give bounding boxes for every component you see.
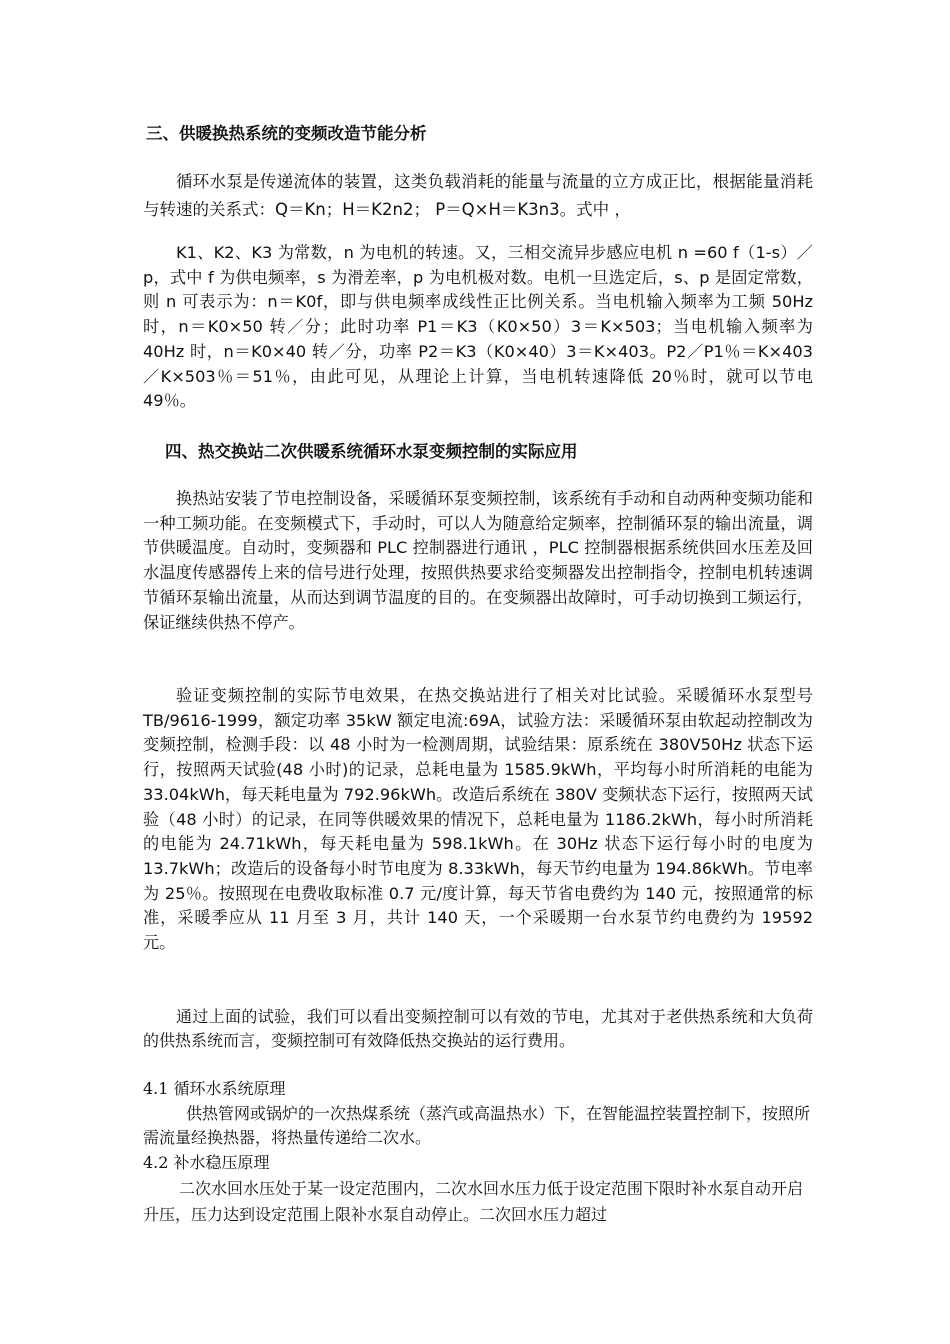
heading-section-4-1: 4.1 循环水系统原理 [143,1079,286,1098]
paragraph-control-system: 换热站安装了节电控制设备，采暖循环泵变频控制，该系统有手动和自动两种变频功能和一种工频功能。在变频模式下，手动时，可以人为随意给定频率，控制循环泵的输出流量，调节供暖温度。自动时，变频器和 PLC 控制器进行通讯 ，PLC 控制器根据系统供回水压差及回水温度传感器传上来的信号进行处理，按照供热要求给变频器发出控制指令，控制电机转速调节循环泵输出流量，从而达到调节温度的目的。在变频器出故障时，可手动切换到工频运行，保证继续供热不停产。 [143,489,813,632]
paragraph-pump-energy: 循环水泵是传递流体的装置，这类负载消耗的能量与流量的立方成正比，根据能量消耗与转速的关系式：Q＝Kn；H＝K2n2； P＝Q×H＝K3n3。式中 ， [143,172,813,219]
heading-section-3: 三、供暖换热系统的变频改造节能分析 [146,124,427,143]
paragraph-test-results: 验证变频控制的实际节电效果，在热交换站进行了相关对比试验。采暖循环水泵型号 TB/9616-1999，额定功率 35kW 额定电流:69A，试验方法：采暖循环泵由软起动控制改为变频控制，检测手段：以 48 小时为一检测周期，试验结果：原系统在 380V50Hz 状态下运行，按照两天试验(48 小时)的记录，总耗电量为 1585.9kWh，平均每小时所消耗的电能为 33.04kWh，每天耗电量为 792.96kWh。改造后系统在 380V 变频状态下运行，按照两天试验（48 小时）的记录，在同等供暖效果的情况下，总耗电量为 1186.2kWh，每小时所消耗的电能为 24.71kWh，每天耗电量为 598.1kWh。在 30Hz 状态下运行每小时的电度为 13.7kWh；改造后的设备每小时节电度为 8.33kWh，每天节约电量为 194.86kWh。节电率为 25％。按照现在电费收取标准 0.7 元/度计算，每天节省电费约为 140 元，按照通常的标准，采暖季应从 11 月至 3 月，共计 140 天，一个采暖期一台水泵节约电费约为 19592 元。 [143,686,813,953]
heading-section-4: 四、热交换站二次供暖系统循环水泵变频控制的实际应用 [165,442,578,461]
paragraph-makeup-water: 二次水回水压处于某一设定范围内，二次水回水压力低于设定范围下限时补水泵自动开启升压，压力达到设定范围上限补水泵自动停止。二次回水压力超过 [143,1179,804,1224]
heading-section-4-2: 4.2 补水稳压原理 [143,1153,270,1172]
paragraph-motor-speed: K1、K2、K3 为常数，n 为电机的转速。又，三相交流异步感应电机 n =60 f（1-s）／p，式中 f 为供电频率，s 为滑差率，p 为电机极对数。电机一旦选定后，s、p 是固定常数，则 n 可表示为：n＝K0f，即与供电频率成线性正比例关系。当电机输入频率为工频 50Hz 时，n＝K0×50 转／分；此时功率 P1＝K3（K0×50）3＝K×503；当电机输入频率为 40Hz 时，n＝K0×40 转／分，功率 P2＝K3（K0×40）3＝K×403。P2／P1％＝K×403／K×503％＝51％，由此可见，从理论上计算，当电机转速降低 20％时，就可以节电 49％。 [143,243,813,411]
paragraph-conclusion: 通过上面的试验，我们可以看出变频控制可以有效的节电，尤其对于老供热系统和大负荷的供热系统而言，变频控制可有效降低热交换站的运行费用。 [143,1007,813,1050]
paragraph-circulation: 供热管网或锅炉的一次热煤系统（蒸汽或高温热水）下，在智能温控装置控制下，按照所需流量经换热器，将热量传递给二次水。 [143,1104,811,1147]
